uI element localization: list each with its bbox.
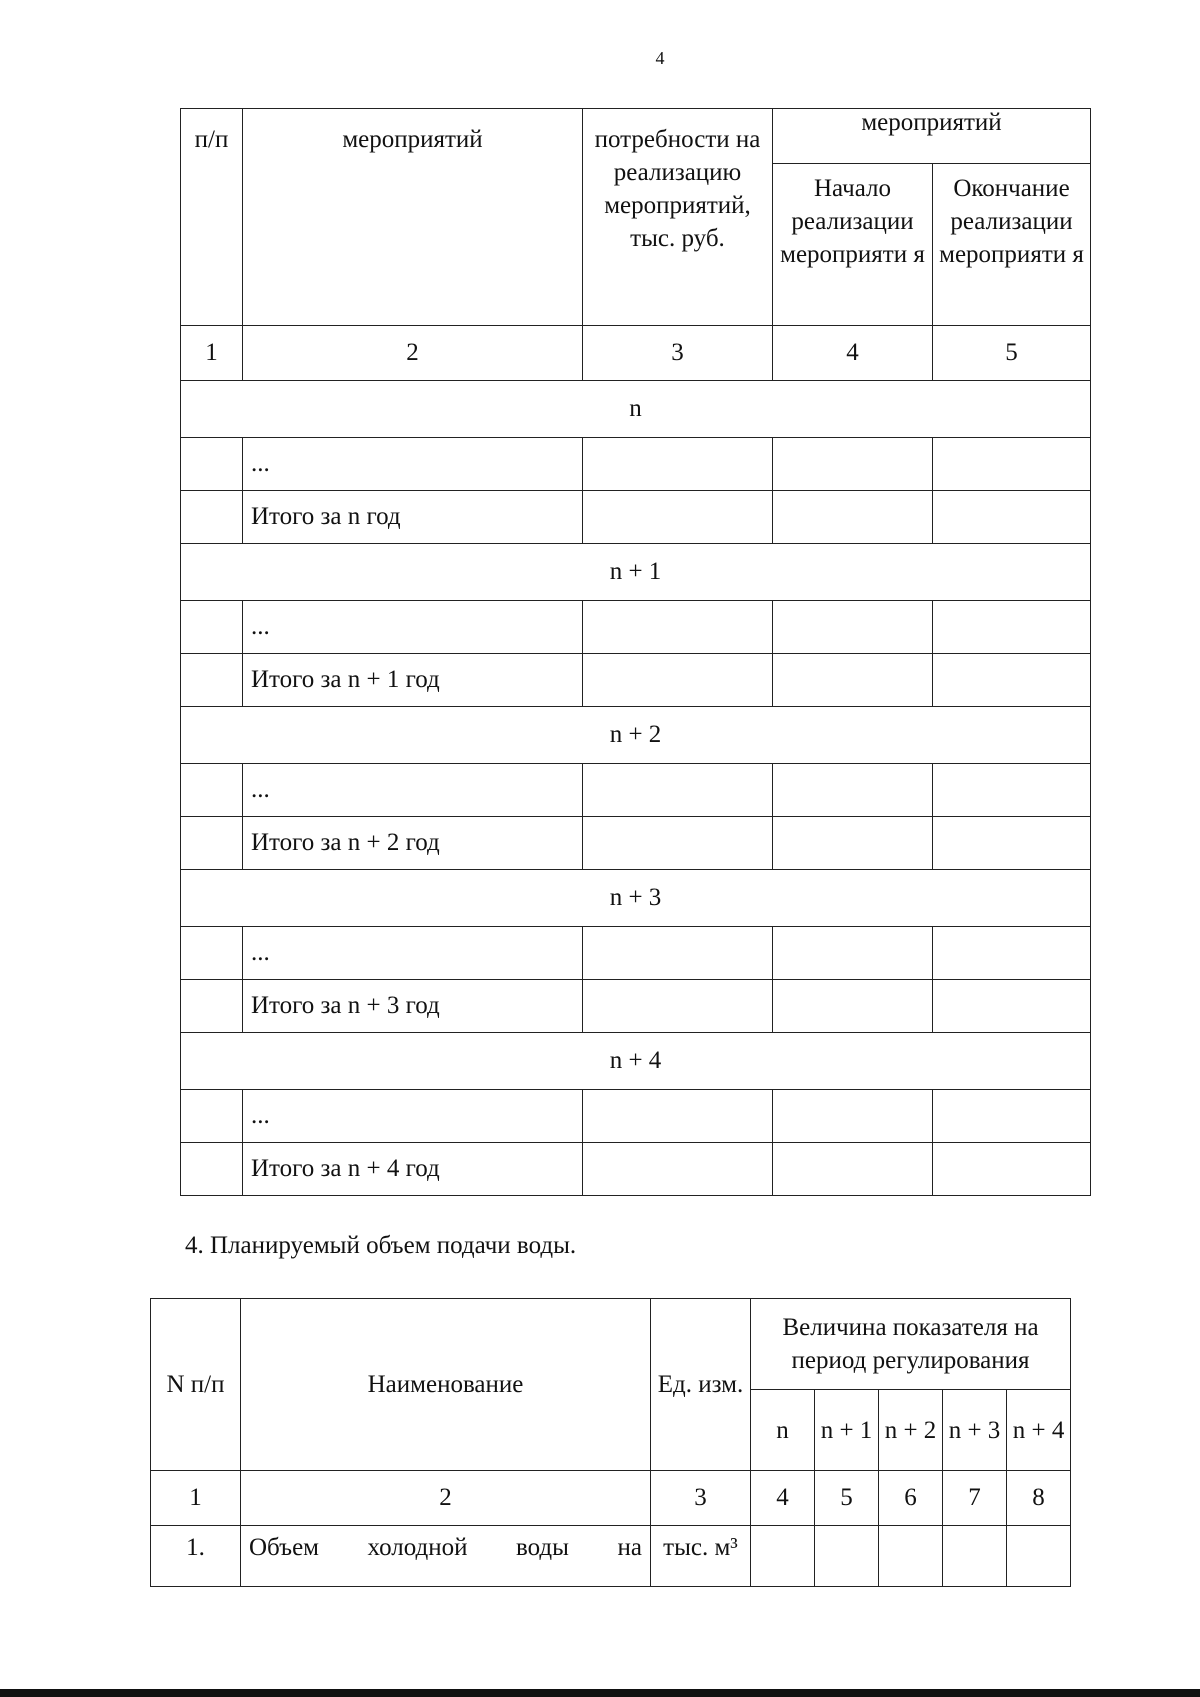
col-number: 6 bbox=[879, 1471, 943, 1526]
table-cell bbox=[773, 654, 933, 707]
col-number: 1 bbox=[151, 1471, 241, 1526]
table-cell bbox=[933, 654, 1091, 707]
col-number: 3 bbox=[651, 1471, 751, 1526]
value-cell bbox=[751, 1526, 815, 1587]
header-name: Наименование bbox=[241, 1299, 651, 1471]
total-label: Итого за n + 3 год bbox=[243, 980, 583, 1033]
table-cell bbox=[583, 1143, 773, 1196]
row-name-word: Объем bbox=[249, 1534, 319, 1561]
table-cell bbox=[181, 1143, 243, 1196]
table-cell bbox=[583, 764, 773, 817]
table-cell bbox=[933, 1090, 1091, 1143]
section-title: n bbox=[181, 381, 1091, 438]
table-cell bbox=[933, 491, 1091, 544]
table-cell bbox=[583, 654, 773, 707]
table-cell bbox=[933, 1143, 1091, 1196]
total-label: Итого за n + 4 год bbox=[243, 1143, 583, 1196]
table-cell: ... bbox=[243, 764, 583, 817]
col-number: 4 bbox=[751, 1471, 815, 1526]
row-name bbox=[241, 1526, 651, 1587]
table-cell bbox=[933, 438, 1091, 491]
total-label: Итого за n + 1 год bbox=[243, 654, 583, 707]
section-title: n + 2 bbox=[181, 707, 1091, 764]
header-unit: Ед. изм. bbox=[651, 1299, 751, 1471]
table-cell bbox=[933, 601, 1091, 654]
total-label: Итого за n год bbox=[243, 491, 583, 544]
col-number: 3 bbox=[583, 326, 773, 381]
table-cell bbox=[773, 1090, 933, 1143]
table-cell bbox=[773, 438, 933, 491]
header-period: n bbox=[751, 1390, 815, 1471]
header-start: Начало реализации мероприяти я bbox=[773, 164, 933, 326]
table-cell: ... bbox=[243, 927, 583, 980]
table-cell bbox=[181, 817, 243, 870]
total-label: Итого за n + 2 год bbox=[243, 817, 583, 870]
page-number: 4 bbox=[655, 48, 665, 68]
table-cell bbox=[181, 491, 243, 544]
value-cell bbox=[943, 1526, 1007, 1587]
col-number: 5 bbox=[933, 326, 1091, 381]
table-cell bbox=[181, 980, 243, 1033]
header-num: N п/п bbox=[151, 1299, 241, 1471]
table-cell bbox=[773, 817, 933, 870]
col-number: 1 bbox=[181, 326, 243, 381]
value-cell bbox=[815, 1526, 879, 1587]
table-cell bbox=[773, 980, 933, 1033]
header-num: п/п bbox=[181, 109, 243, 326]
water-volume-table bbox=[150, 1298, 1071, 1587]
table-cell bbox=[181, 927, 243, 980]
header-period-group: Величина показателя на период регулирования bbox=[751, 1299, 1071, 1390]
header-funding-need: потребности на реализацию мероприятий, тыс. руб. bbox=[583, 109, 773, 326]
table-cell bbox=[583, 980, 773, 1033]
header-period: n + 1 bbox=[815, 1390, 879, 1471]
row-name-word: холодной bbox=[367, 1534, 468, 1561]
section-title: n + 4 bbox=[181, 1033, 1091, 1090]
table-cell bbox=[773, 927, 933, 980]
col-number: 5 bbox=[815, 1471, 879, 1526]
header-period: n + 2 bbox=[879, 1390, 943, 1471]
col-number: 4 bbox=[773, 326, 933, 381]
table-cell bbox=[773, 1143, 933, 1196]
col-number: 2 bbox=[241, 1471, 651, 1526]
table-cell bbox=[933, 927, 1091, 980]
row-name-word: воды bbox=[516, 1534, 569, 1561]
header-activities: мероприятий bbox=[243, 109, 583, 326]
table-cell bbox=[933, 980, 1091, 1033]
header-activities-period: мероприятий bbox=[773, 109, 1091, 164]
table-cell: ... bbox=[243, 438, 583, 491]
section-title: n + 1 bbox=[181, 544, 1091, 601]
col-number: 2 bbox=[243, 326, 583, 381]
table-cell bbox=[933, 817, 1091, 870]
table-cell bbox=[181, 654, 243, 707]
header-period: n + 3 bbox=[943, 1390, 1007, 1471]
table-cell bbox=[583, 438, 773, 491]
table-cell bbox=[181, 438, 243, 491]
table-cell bbox=[773, 601, 933, 654]
row-unit: тыс. м³ bbox=[651, 1526, 751, 1587]
table-cell bbox=[773, 764, 933, 817]
col-number: 8 bbox=[1007, 1471, 1071, 1526]
section-title: n + 3 bbox=[181, 870, 1091, 927]
activities-table bbox=[180, 108, 1091, 1196]
col-number: 7 bbox=[943, 1471, 1007, 1526]
value-cell bbox=[1007, 1526, 1071, 1587]
table-cell bbox=[181, 601, 243, 654]
table-cell bbox=[583, 927, 773, 980]
scan-edge-bar bbox=[0, 1689, 1200, 1697]
section-heading: 4. Планируемый объем подачи воды. bbox=[185, 1232, 577, 1259]
header-end: Окончание реализации мероприяти я bbox=[933, 164, 1091, 326]
table-cell bbox=[583, 1090, 773, 1143]
table-cell bbox=[181, 764, 243, 817]
table-cell bbox=[933, 764, 1091, 817]
table-cell: ... bbox=[243, 1090, 583, 1143]
table-cell bbox=[583, 491, 773, 544]
table-cell bbox=[181, 1090, 243, 1143]
table-cell: ... bbox=[243, 601, 583, 654]
value-cell bbox=[879, 1526, 943, 1587]
row-number: 1. bbox=[151, 1526, 241, 1587]
table-cell bbox=[583, 601, 773, 654]
table-cell bbox=[583, 817, 773, 870]
table-cell bbox=[773, 491, 933, 544]
header-period: n + 4 bbox=[1007, 1390, 1071, 1471]
row-name-word: на bbox=[617, 1534, 642, 1561]
